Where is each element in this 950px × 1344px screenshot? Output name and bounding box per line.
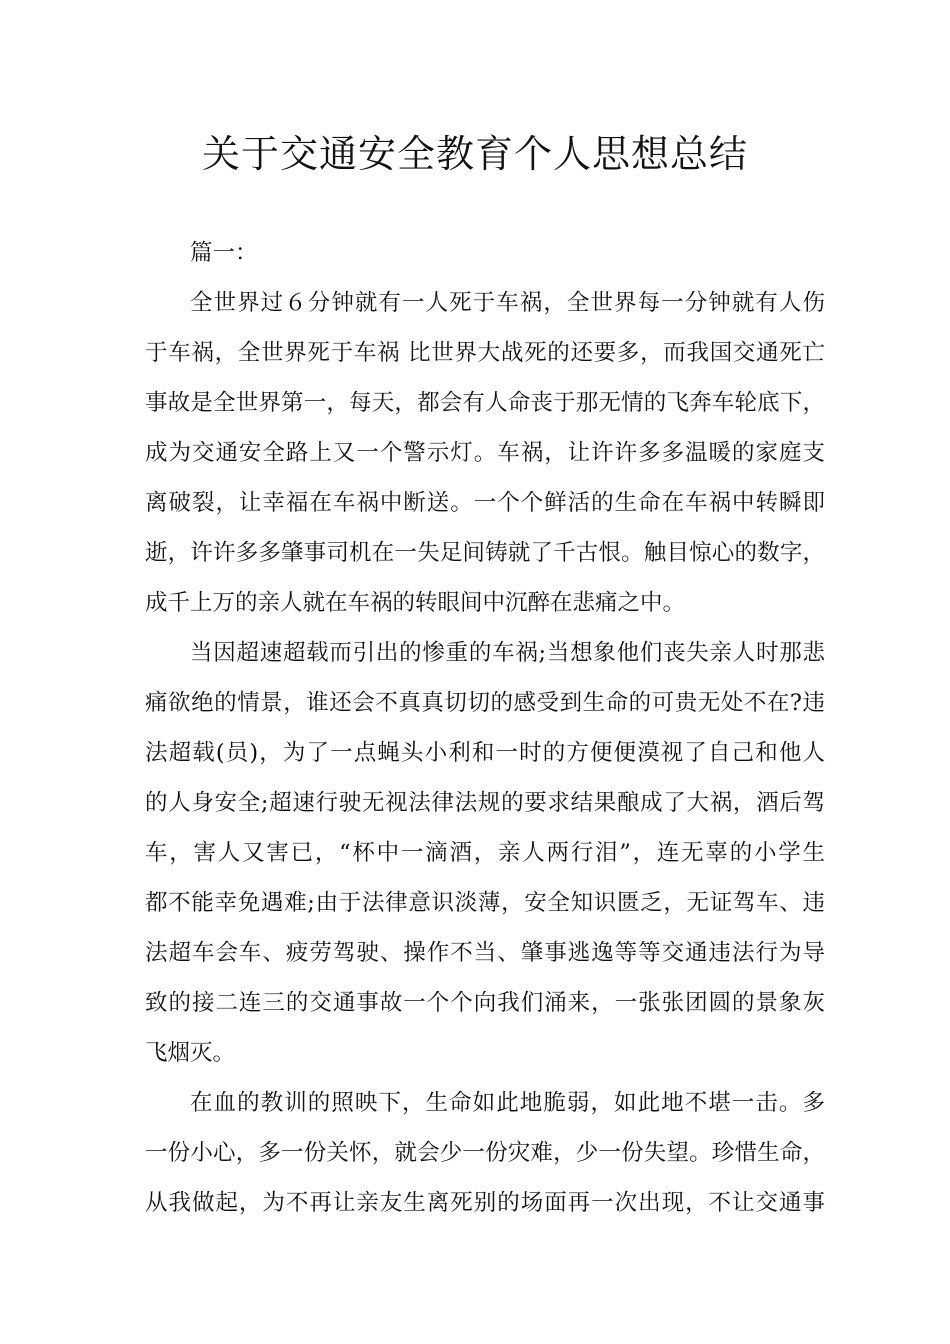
paragraph-2-line-2: 痛欲绝的情景，谁还会不真真切切的感受到生命的可贵无处不在?违 bbox=[145, 690, 825, 716]
paragraph-1-line-6: 逝，许许多多肇事司机在一失足间铸就了千古恨。触目惊心的数字， bbox=[145, 540, 825, 566]
paragraph-1-line-2: 于车祸，全世界死于车祸 比世界大战死的还要多，而我国交通死亡 bbox=[145, 340, 825, 366]
document-title: 关于交通安全教育个人思想总结 bbox=[201, 132, 748, 176]
paragraph-3-line-2: 一份小心，多一份关怀，就会少一份灾难，少一份失望。珍惜生命， bbox=[145, 1140, 825, 1166]
paragraph-1-line-7: 成千上万的亲人就在车祸的转眼间中沉醉在悲痛之中。 bbox=[145, 590, 686, 616]
paragraph-2-line-4: 的人身安全;超速行驶无视法律法规的要求结果酿成了大祸，酒后驾 bbox=[145, 790, 825, 816]
paragraph-2-line-6: 都不能幸免遇难;由于法律意识淡薄，安全知识匮乏，无证驾车、违 bbox=[145, 890, 825, 916]
paragraph-3-line-1: 在血的教训的照映下，生命如此地脆弱，如此地不堪一击。多 bbox=[190, 1090, 825, 1116]
paragraph-2-line-5: 车，害人又害已，“杯中一滴酒，亲人两行泪”，连无辜的小学生 bbox=[145, 840, 825, 866]
paragraph-2-line-7: 法超车会车、疲劳驾驶、操作不当、肇事逃逸等等交通违法行为导 bbox=[145, 940, 825, 966]
paragraph-1-line-5: 离破裂，让幸福在车祸中断送。一个个鲜活的生命在车祸中转瞬即 bbox=[145, 490, 825, 516]
paragraph-3-line-3: 从我做起，为不再让亲友生离死别的场面再一次出现，不让交通事 bbox=[145, 1190, 825, 1216]
paragraph-2-line-3: 法超载(员)，为了一点蝇头小利和一时的方便便漠视了自己和他人 bbox=[145, 740, 825, 766]
paragraph-1-line-4: 成为交通安全路上又一个警示灯。车祸，让许许多多温暖的家庭支 bbox=[145, 440, 825, 466]
paragraph-2-line-9: 飞烟灭。 bbox=[145, 1040, 236, 1066]
paragraph-2-line-1: 当因超速超载而引出的惨重的车祸;当想象他们丧失亲人时那悲 bbox=[190, 640, 825, 666]
section-label: 篇一： bbox=[190, 240, 258, 266]
paragraph-2-line-8: 致的接二连三的交通事故一个个向我们涌来，一张张团圆的景象灰 bbox=[145, 990, 825, 1016]
paragraph-1-line-1: 全世界过６分钟就有一人死于车祸，全世界每一分钟就有人伤 bbox=[190, 290, 825, 316]
paragraph-1-line-3: 事故是全世界第一，每天，都会有人命丧于那无情的飞奔车轮底下， bbox=[145, 390, 825, 416]
